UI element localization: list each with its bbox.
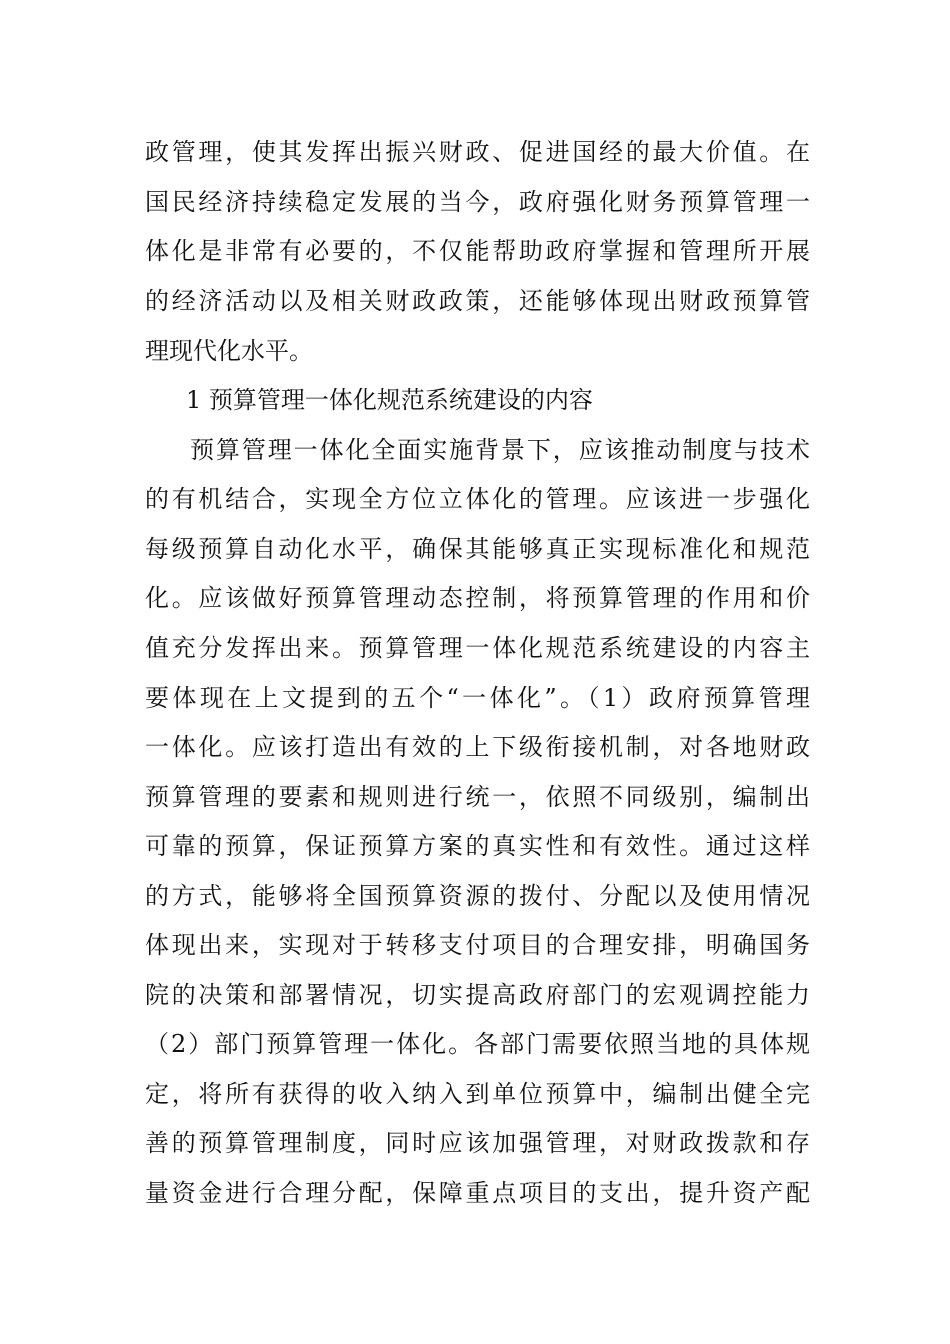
paragraph-line: 体化是非常有必要的，不仅能帮助政府掌握和管理所开展	[145, 237, 810, 265]
paragraph-line: 善的预算管理制度，同时应该加强管理，对财政拨款和存	[145, 1129, 810, 1157]
paragraph-line: 可靠的预算，保证预算方案的真实性和有效性。通过这样	[145, 832, 810, 860]
paragraph-line: 国民经济持续稳定发展的当今，政府强化财务预算管理一	[145, 188, 810, 216]
paragraph-line: 政管理，使其发挥出振兴财政、促进国经的最大价值。在	[145, 138, 810, 166]
section-heading: 1 预算管理一体化规范系统建设的内容	[186, 386, 593, 414]
paragraph-line: 每级预算自动化水平，确保其能够真正实现标准化和规范	[145, 535, 810, 563]
paragraph-line: 的方式，能够将全国预算资源的拨付、分配以及使用情况	[145, 882, 810, 910]
paragraph-line: 定，将所有获得的收入纳入到单位预算中，编制出健全完	[145, 1080, 810, 1108]
paragraph-line: 的有机结合，实现全方位立体化的管理。应该进一步强化	[145, 485, 810, 513]
paragraph-line: 预算管理一体化全面实施背景下，应该推动制度与技术	[190, 436, 810, 464]
paragraph-line: 的经济活动以及相关财政政策，还能够体现出财政预算管	[145, 287, 810, 315]
paragraph-line: 院的决策和部署情况，切实提高政府部门的宏观调控能力	[145, 981, 810, 1009]
paragraph-line: 化。应该做好预算管理动态控制，将预算管理的作用和价	[145, 584, 810, 612]
paragraph-line: 一体化。应该打造出有效的上下级衔接机制，对各地财政	[145, 733, 810, 761]
paragraph-line: 量资金进行合理分配，保障重点项目的支出，提升资产配	[145, 1179, 810, 1207]
paragraph-line: 体现出来，实现对于转移支付项目的合理安排，明确国务	[145, 931, 810, 959]
paragraph-line: 预算管理的要素和规则进行统一，依照不同级别，编制出	[145, 783, 810, 811]
paragraph-line: （2）部门预算管理一体化。各部门需要依照当地的具体规	[145, 1030, 810, 1058]
paragraph-line: 理现代化水平。	[145, 337, 313, 365]
paragraph-line: 要体现在上文提到的五个“一体化”。（1）政府预算管理	[145, 684, 810, 712]
paragraph-line: 值充分发挥出来。预算管理一体化规范系统建设的内容主	[145, 634, 810, 662]
